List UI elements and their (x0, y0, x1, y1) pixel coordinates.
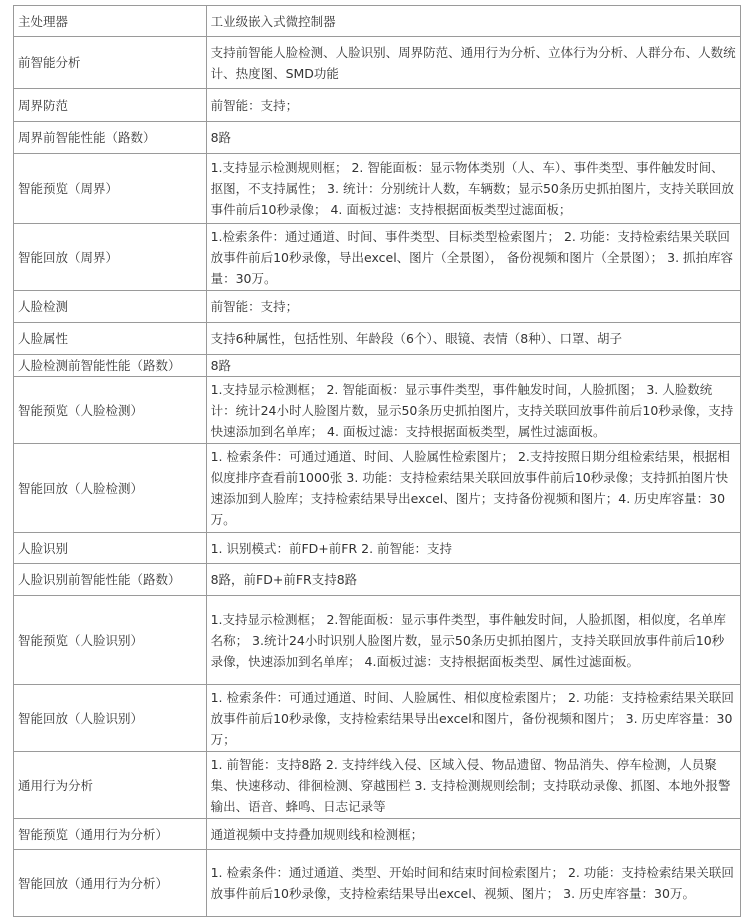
row-value: 1.支持显示检测框； 2.智能面板：显示事件类型，事件触发时间，人脸抓图，相似度，名单库名称； 3.统计24小时识别人脸图片数，显示50条历史抓拍图片，支持关联回放事件前后10秒录像，快速添加到名单库； 4.面板过滤：支持根据面板类型、属性过滤面板。 (206, 596, 740, 685)
table-row (14, 355, 741, 377)
row-value: 通道视频中支持叠加规则线和检测框； (206, 819, 740, 850)
row-label: 智能预览（人脸识别） (14, 596, 207, 685)
spec-table (13, 5, 741, 917)
row-label: 智能回放（周界） (14, 224, 207, 291)
table-row (14, 37, 741, 89)
row-value: 支持前智能人脸检测、人脸识别、周界防范、通用行为分析、立体行为分析、人群分布、人数统计、热度图、SMD功能 (206, 37, 740, 89)
row-value: 1. 前智能：支持8路 2. 支持绊线入侵、区域入侵、物品遗留、物品消失、停车检测，人员聚集、快速移动、徘徊检测、穿越围栏 3. 支持检测规则绘制；支持联动录像、抓图、本地外报警输出、语音、蜂鸣、日志记录等 (206, 752, 740, 819)
table-row (14, 850, 741, 917)
row-value: 支持6种属性，包括性别、年龄段（6个）、眼镜、表情（8种）、口罩、胡子 (206, 323, 740, 355)
row-label: 人脸识别前智能性能（路数） (14, 564, 207, 596)
row-label: 周界防范 (14, 89, 207, 122)
row-value: 8路 (206, 122, 740, 154)
table-row (14, 323, 741, 355)
table-row (14, 444, 741, 533)
row-label: 智能回放（人脸检测） (14, 444, 207, 533)
row-value: 1. 检索条件：可通过通道、时间、人脸属性、相似度检索图片； 2. 功能：支持检索结果关联回放事件前后10秒录像，支持检索结果导出excel和图片，备份视频和图片； 3. 历史库容量：30万； (206, 685, 740, 752)
row-label: 智能预览（人脸检测） (14, 377, 207, 444)
row-label: 前智能分析 (14, 37, 207, 89)
table-row (14, 752, 741, 819)
row-label: 通用行为分析 (14, 752, 207, 819)
table-row (14, 533, 741, 564)
row-value: 1. 检索条件：可通过通道、时间、人脸属性检索图片； 2.支持按照日期分组检索结果，根据相似度排序查看前1000张 3. 功能：支持检索结果关联回放事件前后10秒录像；支持抓拍图片快速添加到人脸库；支持检索结果导出excel、图片；支持备份视频和图片；4. 历史库容量：30万。 (206, 444, 740, 533)
row-label: 智能预览（通用行为分析） (14, 819, 207, 850)
row-value: 前智能：支持； (206, 291, 740, 323)
row-value: 1.支持显示检测规则框； 2. 智能面板：显示物体类别（人、车）、事件类型、事件触发时间、抠图，不支持属性； 3. 统计：分别统计人数，车辆数；显示50条历史抓拍图片，支持关联回放事件前后10秒录像； 4. 面板过滤：支持根据面板类型过滤面板； (206, 154, 740, 224)
row-label: 智能回放（人脸识别） (14, 685, 207, 752)
table-row (14, 685, 741, 752)
table-row (14, 89, 741, 122)
row-label: 人脸识别 (14, 533, 207, 564)
table-row (14, 224, 741, 291)
row-label: 主处理器 (14, 6, 207, 37)
table-row (14, 564, 741, 596)
row-value: 1. 检索条件：通过通道、类型、开始时间和结束时间检索图片； 2. 功能：支持检索结果关联回放事件前后10秒录像，支持检索结果导出excel、视频、图片； 3. 历史库容量：30万。 (206, 850, 740, 917)
table-row (14, 291, 741, 323)
row-value: 1.支持显示检测框； 2. 智能面板：显示事件类型，事件触发时间，人脸抓图； 3. 人脸数统计：统计24小时人脸图片数，显示50条历史抓拍图片，支持关联回放事件前后10秒录像，支持快速添加到名单库； 4. 面板过滤：支持根据面板类型，属性过滤面板。 (206, 377, 740, 444)
table-row (14, 154, 741, 224)
table-row (14, 377, 741, 444)
table-row (14, 6, 741, 37)
row-value: 前智能：支持； (206, 89, 740, 122)
row-value: 8路，前FD+前FR支持8路 (206, 564, 740, 596)
row-label: 周界前智能性能（路数） (14, 122, 207, 154)
row-value: 8路 (206, 355, 740, 377)
row-label: 人脸属性 (14, 323, 207, 355)
table-row (14, 819, 741, 850)
row-label: 人脸检测 (14, 291, 207, 323)
row-value: 1.检索条件：通过通道、时间、事件类型、目标类型检索图片； 2. 功能：支持检索结果关联回放事件前后10秒录像，导出excel、图片（全景图）， 备份视频和图片（全景图）； 3. 抓拍库容量：30万。 (206, 224, 740, 291)
row-label: 智能预览（周界） (14, 154, 207, 224)
row-value: 工业级嵌入式微控制器 (206, 6, 740, 37)
row-label: 人脸检测前智能性能（路数） (14, 355, 207, 377)
row-value: 1. 识别模式：前FD+前FR 2. 前智能：支持 (206, 533, 740, 564)
row-label: 智能回放（通用行为分析） (14, 850, 207, 917)
table-row (14, 122, 741, 154)
table-row (14, 596, 741, 685)
